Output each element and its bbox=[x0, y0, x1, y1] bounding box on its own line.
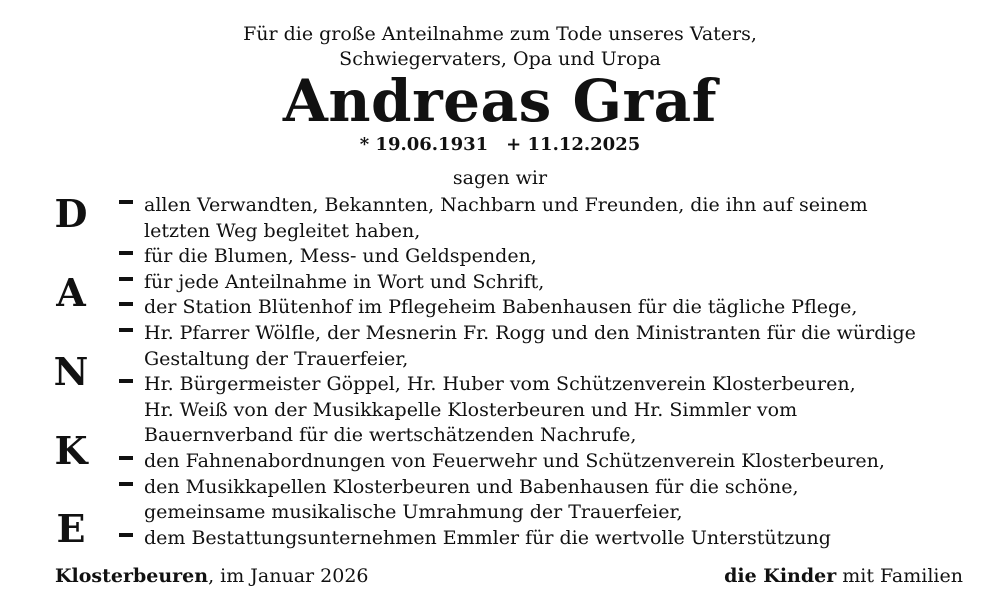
list-item-text: der Station Blütenhof im Pflegeheim Babenhausen für die tägliche Pflege, bbox=[144, 296, 858, 319]
danke-letter: D bbox=[54, 191, 88, 236]
list-item bbox=[0, 397, 1000, 423]
list-item-text: dem Bestattungsunternehmen Emmler für die wertvolle Unterstützung bbox=[144, 526, 831, 549]
list-item-text: Bauernverband für die wertschätzenden Nachrufe, bbox=[144, 424, 637, 447]
sagen-wir-text: sagen wir bbox=[452, 167, 548, 189]
signers: die Kinder bbox=[724, 565, 837, 587]
death-date: + 11.12.2025 bbox=[506, 134, 641, 155]
list-item bbox=[0, 474, 1000, 500]
dash-bullet bbox=[119, 379, 133, 383]
list-item-text: den Musikkapellen Klosterbeuren und Babenhausen für die schöne, bbox=[144, 475, 799, 498]
dash-bullet bbox=[119, 456, 133, 460]
list-item-text: den Fahnenabordnungen von Feuerwehr und Schützenverein Klosterbeuren, bbox=[144, 450, 885, 472]
birth-date: * 19.06.1931 bbox=[359, 134, 489, 155]
danke-letter: E bbox=[56, 506, 86, 551]
list-item bbox=[0, 499, 1000, 525]
list-item-text: gemeinsame musikalische Umrahmung der Trauerfeier, bbox=[144, 501, 683, 524]
dash-bullet bbox=[119, 251, 133, 255]
list-item-text: für jede Anteilnahme in Wort und Schrift, bbox=[144, 270, 545, 293]
list-item bbox=[0, 192, 1000, 218]
list-item-text: Hr. Pfarrer Wölfle, der Mesnerin Fr. Rogg und den Ministranten für die würdige bbox=[144, 322, 916, 344]
danke-letter: A bbox=[56, 270, 86, 315]
list-item bbox=[0, 448, 1000, 474]
danke-letter: K bbox=[54, 428, 88, 473]
dash-bullet bbox=[119, 302, 133, 306]
list-item-text: Hr. Bürgermeister Göppel, Hr. Huber vom Schützenverein Klosterbeuren, bbox=[144, 373, 856, 396]
deceased-name: Andreas Graf bbox=[282, 67, 718, 135]
list-item-text: Hr. Weiß von der Musikkapelle Klosterbeuren und Hr. Simmler vom bbox=[144, 398, 798, 421]
date: , im Januar 2026 bbox=[208, 565, 369, 587]
list-item bbox=[0, 218, 1000, 244]
place: Klosterbeuren bbox=[55, 565, 209, 587]
list-item-text: für die Blumen, Mess- und Geldspenden, bbox=[144, 245, 537, 268]
list-item bbox=[0, 243, 1000, 269]
list-item bbox=[0, 525, 1000, 551]
list-item bbox=[0, 422, 1000, 448]
list-item bbox=[0, 294, 1000, 320]
list-item-text: letzten Weg begleitet haben, bbox=[144, 219, 421, 242]
list-item-text: Gestaltung der Trauerfeier, bbox=[144, 347, 409, 370]
list-item bbox=[0, 346, 1000, 372]
dash-bullet bbox=[119, 328, 133, 332]
intro-line-1: Für die große Anteilnahme zum Tode unseres Vaters, bbox=[243, 23, 757, 45]
place-and-date bbox=[55, 563, 369, 589]
signature bbox=[724, 563, 963, 589]
list-item-text: allen Verwandten, Bekannten, Nachbarn und Freunden, die ihn auf seinem bbox=[144, 194, 868, 216]
life-dates bbox=[0, 133, 1000, 157]
list-item bbox=[0, 269, 1000, 295]
signers-suffix: mit Familien bbox=[836, 565, 963, 587]
dash-bullet bbox=[119, 200, 133, 204]
list-item bbox=[0, 320, 1000, 346]
list-item bbox=[0, 371, 1000, 397]
danke-letter: N bbox=[53, 349, 89, 394]
dash-bullet bbox=[119, 277, 133, 281]
dash-bullet bbox=[119, 533, 133, 537]
dash-bullet bbox=[119, 482, 133, 486]
intro-line-2: Schwiegervaters, Opa und Uropa bbox=[339, 48, 661, 70]
